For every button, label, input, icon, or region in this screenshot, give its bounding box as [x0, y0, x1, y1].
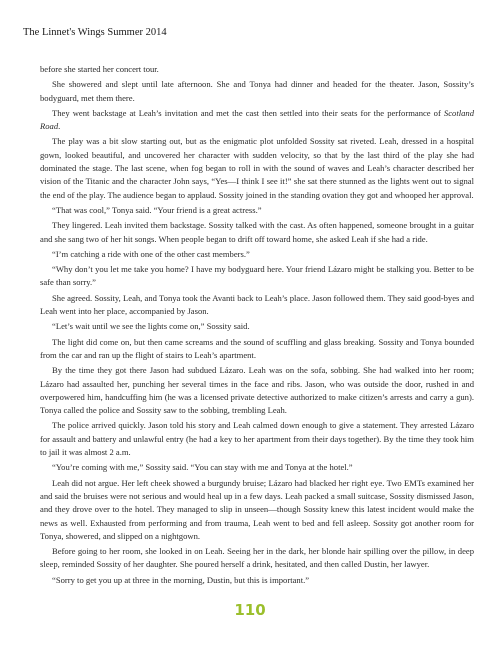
paragraph: Before going to her room, she looked in on Leah. Seeing her in the dark, her blonde hair spilling over the pillow, in deep sleep, reminded Sossity of her daughter. She poured herself a drink, hesitated, and then called Dustin, her lawyer. [40, 546, 474, 570]
paragraph: before she started her concert tour. [40, 64, 159, 74]
paragraph: The play was a bit slow starting out, but as the enigmatic plot unfolded Sossity sat riveted. Leah, dressed in a hospital gown, looked beautiful, and uncovered her character with sudden velocity, so that by the last third of the play she had dominated the stage. The last scene, when fog began to roll in with the sound of waves and Leah’s character described her vision of the Titanic and the character John says, “Yes—I think I see it!” she sat there stunned as the lights went out to signal the end of the play. The audience began to applaud. Sossity joined in the standing ovation they got and whooped her approval. [40, 136, 474, 200]
paragraph: “You’re coming with me,” Sossity said. “You can stay with me and Tonya at the hotel.” [52, 462, 353, 473]
running-header: The Linnet's Wings Summer 2014 [23, 27, 167, 38]
paragraph: They went backstage at Leah’s invitation and met the cast then settled into their seats for the performance of Scotland Road. [40, 107, 474, 132]
paragraph: By the time they got there Jason had subdued Lázaro. Leah was on the sofa, sobbing. She had walked into her room; Lázaro had assaulted her, punching her several times in the face and ribs. Jason, who was outside the door, rushed in and overpowered him, handcuffing him (he was a licensed private detective authorized to make citizen’s arrests and carry a gun). Tonya called the police and Sossity saw to the sobbing, trembling Leah. [40, 365, 474, 416]
paragraph: She agreed. Sossity, Leah, and Tonya took the Avanti back to Leah’s place. Jason followed them. They said good-byes and Leah went into her place, accompanied by Jason. [40, 292, 474, 317]
paragraph: “That was cool,” Tonya said. “Your friend is a great actress.” [52, 204, 262, 215]
play-title: Scotland Road [40, 107, 474, 132]
page-number: 110 [234, 601, 266, 619]
paragraph: “Why don’t you let me take you home? I have my bodyguard here. Your friend Lázaro might be stalking you. Better to be safe than sorry.” [40, 264, 474, 288]
paragraph: They lingered. Leah invited them backstage. Sossity talked with the cast. As often happened, someone brought in a guitar and she sang two of her hit songs. When people began to drift off toward home, she asked Leah if she had a ride. [40, 220, 474, 244]
paragraph: “Let’s wait until we see the lights come on,” Sossity said. [52, 321, 250, 332]
paragraph: She showered and slept until late afternoon. She and Tonya had dinner and headed for the theater. Jason, Sossity’s bodyguard, met them there. [40, 79, 474, 103]
paragraph: The police arrived quickly. Jason told his story and Leah calmed down enough to give a statement. They arrested Lázaro for assault and battery and unlawful entry (he had a key to her apartment from their days together). By the time they took him to jail it was almost 2 a.m. [40, 420, 474, 458]
paragraph: “I’m catching a ride with one of the other cast members.” [52, 248, 250, 259]
paragraph: “Sorry to get you up at three in the morning, Dustin, but this is important.” [52, 574, 310, 585]
paragraph: Leah did not argue. Her left cheek showed a burgundy bruise; Lázaro had blacked her right eye. Two EMTs examined her and said the bruises were not serious and would heal up in a few days. Leah packed a small suitcase, Sossity dismissed Jason, and they drove over to the hotel. They managed to slip in unseen—though Sossity knew this latest incident would make the news as well. Exhausted from performing and from trauma, Leah went to bed and fell asleep. Sossity got another room for Tonya, showered, and slipped on a nightgown. [40, 477, 474, 541]
paragraph: The light did come on, but then came screams and the sound of scuffling and glass breaking. Sossity and Tonya bounded from the car and ran up the flight of stairs to Leah’s apartment. [40, 336, 474, 360]
story-text [40, 63, 474, 589]
